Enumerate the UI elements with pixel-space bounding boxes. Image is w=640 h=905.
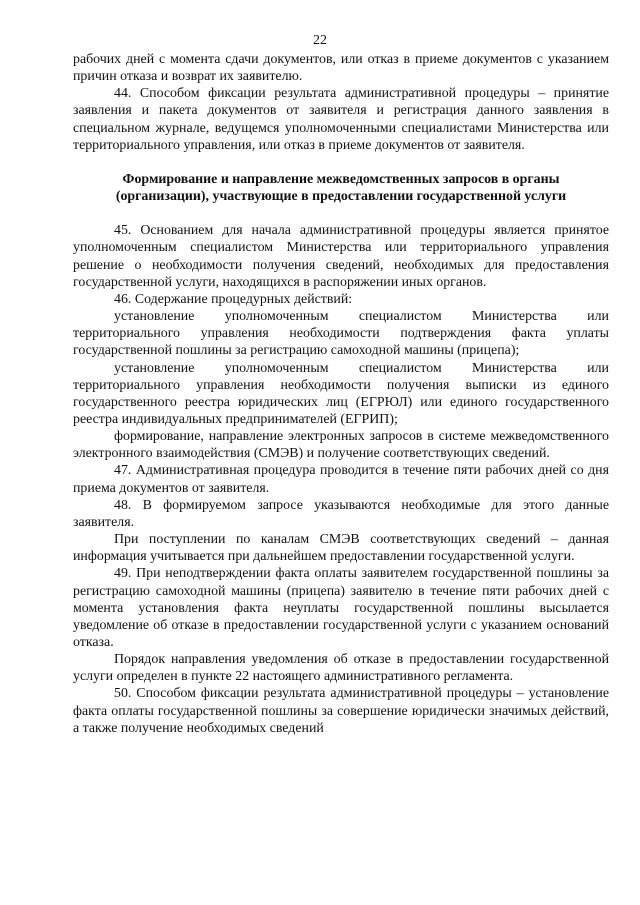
paragraph: 44. Способом фиксации результата административной процедуры – принятие заявления и пакета документов от заявителя и регистрация данного заявления в специальном журнале, ведущемся уполномоченными специалистами Министерства или территориального управления, или отказ в приеме документов от заявителя.: [73, 86, 609, 153]
paragraph: Порядок направления уведомления об отказе в предоставлении государственной услуги определен в пункте 22 настоящего административного регламента.: [73, 652, 609, 685]
bottom-paragraphs: [73, 222, 609, 737]
paragraph: 48. В формируемом запросе указываются необходимые для этого данные заявителя.: [73, 497, 609, 530]
paragraph: 45. Основанием для начала административной процедуры является принятое уполномоченным специалистом Министерства или территориального управления решение о необходимости получения сведений, необходимых для предоставления государственной услуги, находящихся в распоряжении иных органов.: [73, 223, 609, 290]
paragraph: 49. При неподтверждении факта оплаты заявителем государственной пошлины за регистрацию самоходной машины (прицепа) заявителю в течение пяти рабочих дней с момента установления факта неуплаты государственной пошлины высылается уведомление об отказе в предоставлении государственной услуги с указанием оснований отказа.: [73, 566, 609, 650]
paragraph: 47. Административная процедура проводится в течение пяти рабочих дней со дня приема документов от заявителя.: [73, 463, 609, 496]
paragraph: При поступлении по каналам СМЭВ соответствующих сведений – данная информация учитывается при дальнейшем предоставлении государственной услуги.: [73, 532, 609, 565]
paragraph: 46. Содержание процедурных действий:: [114, 291, 353, 307]
paragraph: установление уполномоченным специалистом Министерства или территориального управления необходимости подтверждения факта уплаты государственной пошлины за регистрацию самоходной машины (прицепа);: [73, 309, 609, 359]
paragraph: установление уполномоченным специалистом Министерства или территориального управления необходимости получения выписки из единого государственного реестра юридических лиц (ЕГРЮЛ) или единого государственного реестра индивидуальных предпринимателей (ЕГРИП);: [73, 360, 609, 427]
page-content: [73, 51, 609, 737]
paragraph: рабочих дней с момента сдачи документов, или отказ в приеме документов с указанием причин отказа и возврат их заявителю.: [73, 52, 609, 85]
top-paragraphs: [73, 51, 609, 154]
paragraph: 50. Способом фиксации результата административной процедуры – установление факта оплаты государственной пошлины за совершение юридически значимых действий, а также получение необходимых сведений: [73, 686, 609, 736]
page-number: 22: [313, 33, 327, 48]
paragraph: формирование, направление электронных запросов в системе межведомственного электронного взаимодействия (СМЭВ) и получение соответствующих сведений.: [73, 429, 609, 462]
section-heading: Формирование и направление межведомственных запросов в органы (организации), участвующие в предоставлении государственной услуги: [115, 171, 567, 205]
